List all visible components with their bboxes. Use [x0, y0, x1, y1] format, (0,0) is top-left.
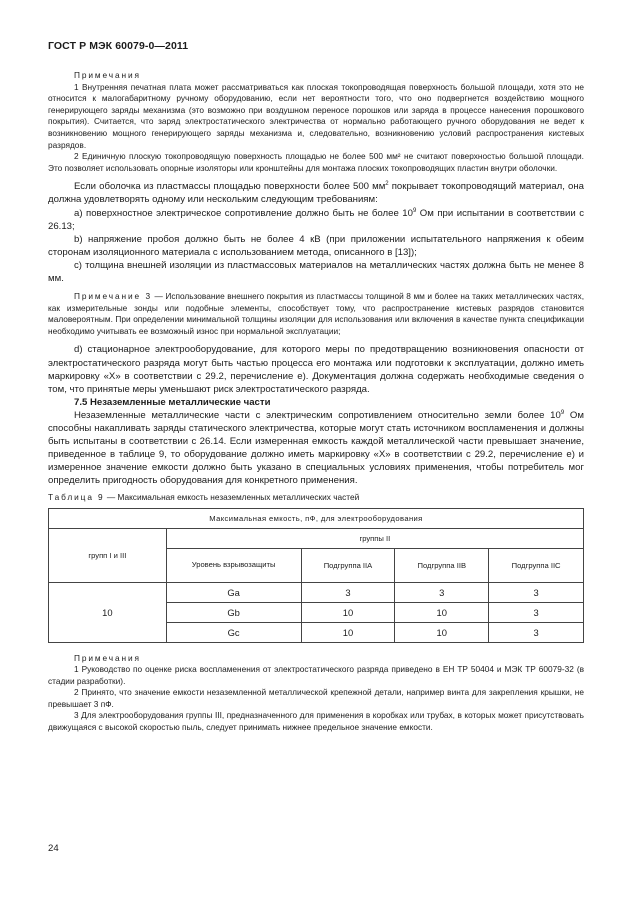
table-row: 10 Ga 3 3 3: [49, 582, 584, 602]
notes-top: [48, 70, 584, 174]
note-item: 2 Принято, что значение емкости незаземленной металлической крепежной детали, например винта для закрепления крышки, не превышает 3 пФ.: [48, 687, 584, 709]
page-header: ГОСТ Р МЭК 60079-0—2011: [48, 40, 189, 52]
table-subgroup-iib-header: Подгруппа IIB: [395, 548, 489, 582]
page-number: 24: [48, 843, 59, 854]
note-item: 1 Руководство по оценке риска воспламенения от электростатического разряда приведено в ЕН ТР 50404 и МЭК ТР 60079-32 (в стадии разработки).: [48, 664, 584, 686]
section-text: Незаземленные металлические части с электрическим сопротивлением относительно земли более $10^9$ Ом способны накапливать заряды статического электричества, которые могут стать источником воспламенения и должны быть испытаны в соответствии с 26.14. Если измеренная емкость каждой металлической части превышает значение, приведенное в таблице 9, то оборудование должно иметь маркировку «X» в соответствии с 29.2, перечисление e) и измеренное значение емкости должно быть указано в специальных условиях применения, чтобы потребитель мог определить пригодность оборудования для конкретного применения.: [48, 409, 584, 487]
table-subgroup-iia-header: Подгруппа IIA: [301, 548, 395, 582]
note-3-label: Примечание 3: [74, 291, 152, 302]
note-item: 1 Внутренняя печатная плата может рассматриваться как плоская токопроводящая поверхность большой площади, хотя это не относится к малогабаритному ручному оборудованию, если нет вероятности того, что оно подвергнется воздействию мощного генерирующего заряды механизма (это возможно при воздушном переносе порошков или заряда в процессе нанесения порошкового покрытия). Считается, что заряд электростатического электричества от нормально работающего ручного оборудования не ведет к возникновению мощного генерирующего заряды механизма и, следовательно, возникновению условий распространения кистевых разрядов.: [48, 81, 584, 150]
table-caption: Таблица 9 — Максимальная емкость незаземленных металлических частей: [48, 491, 360, 502]
table-top-header: Максимальная емкость, пФ, для электрооборудования: [49, 508, 584, 528]
table-row: Gc 10 10 3: [49, 622, 584, 642]
requirement-a: a) поверхностное электрическое сопротивление должно быть не более $10^9$ Ом при испытании в соответствии с 26.13;: [48, 207, 584, 232]
table-subgroup-iic-header: Подгруппа IIC: [489, 548, 584, 582]
table-level-header: Уровень взрывозащиты: [166, 548, 301, 582]
requirement-b: b) напряжение пробоя должно быть не более 4 кВ (при приложении испытательного напряжения к обеим сторонам изоляционного материала с использованием метода, описанного в [13]);: [48, 233, 584, 258]
table-row: Gb 10 10 3: [49, 602, 584, 622]
notes-bottom-title: Примечания: [74, 652, 141, 663]
requirement-d-block: [48, 343, 584, 487]
section-heading: 7.5 Незаземленные металлические части: [74, 396, 271, 408]
table-group-2-header: группы II: [166, 528, 583, 548]
requirements-block: [48, 180, 584, 285]
document-page: [48, 40, 584, 734]
note-3-text: — Использование внешнего покрытия из пластмассы толщиной 8 мм и более на таких металлических частях, как измерительные зонды или подобные элементы, способствует тому, что распространение кистевых разрядов становится маловероятным. При определении минимальной толщины изоляции для использования или включения в качестве пункта спецификации необходимо учитывать ее возможный износ при нормальной эксплуатации;: [48, 291, 585, 336]
note-item: 2 Единичную плоскую токопроводящую поверхность площадью не более 500 мм² не считают поверхностью большой площади. Это позволяет использовать опорные изоляторы или кронштейны для монтажа плоских токопроводящих пластин внутри оболочки.: [48, 151, 584, 173]
requirement-c: c) толщина внешней изоляции из пластмассовых материалов на металлических частях должна быть не менее 8 мм.: [48, 259, 584, 284]
note-item: 3 Для электрооборудования группы III, предназначенного для применения в коробках или трубах, в которых может присутствовать движущаяся с высокой скоростью пыль, следует принимать нижнее предельное значение емкости.: [48, 710, 584, 733]
notes-top-title: Примечания: [74, 70, 141, 80]
table-group-1-3-header: групп I и III: [49, 528, 167, 582]
notes-bottom: [48, 653, 584, 734]
note-3: [48, 291, 584, 337]
requirements-intro: Если оболочка из пластмассы площадью поверхности более 500 $мм^2$ покрывает токопроводящий материал, она должна удовлетворять одному или нескольким следующим требованиям:: [48, 181, 584, 206]
requirement-d: d) стационарное электрооборудование, для которого меры по предотвращению возникновения опасности от электростатического разряда могут быть частью процесса его монтажа или подготовки к эксплуатации, должно иметь маркировку «X» в соответствии с 29.2, перечисление e). Документация должна содержать необходимые сведения о том, что принятые меры уменьшают риск электростатического разряда.: [48, 344, 584, 395]
table-group-1-3-value: 10: [49, 582, 167, 642]
capacitance-table: [48, 508, 584, 643]
